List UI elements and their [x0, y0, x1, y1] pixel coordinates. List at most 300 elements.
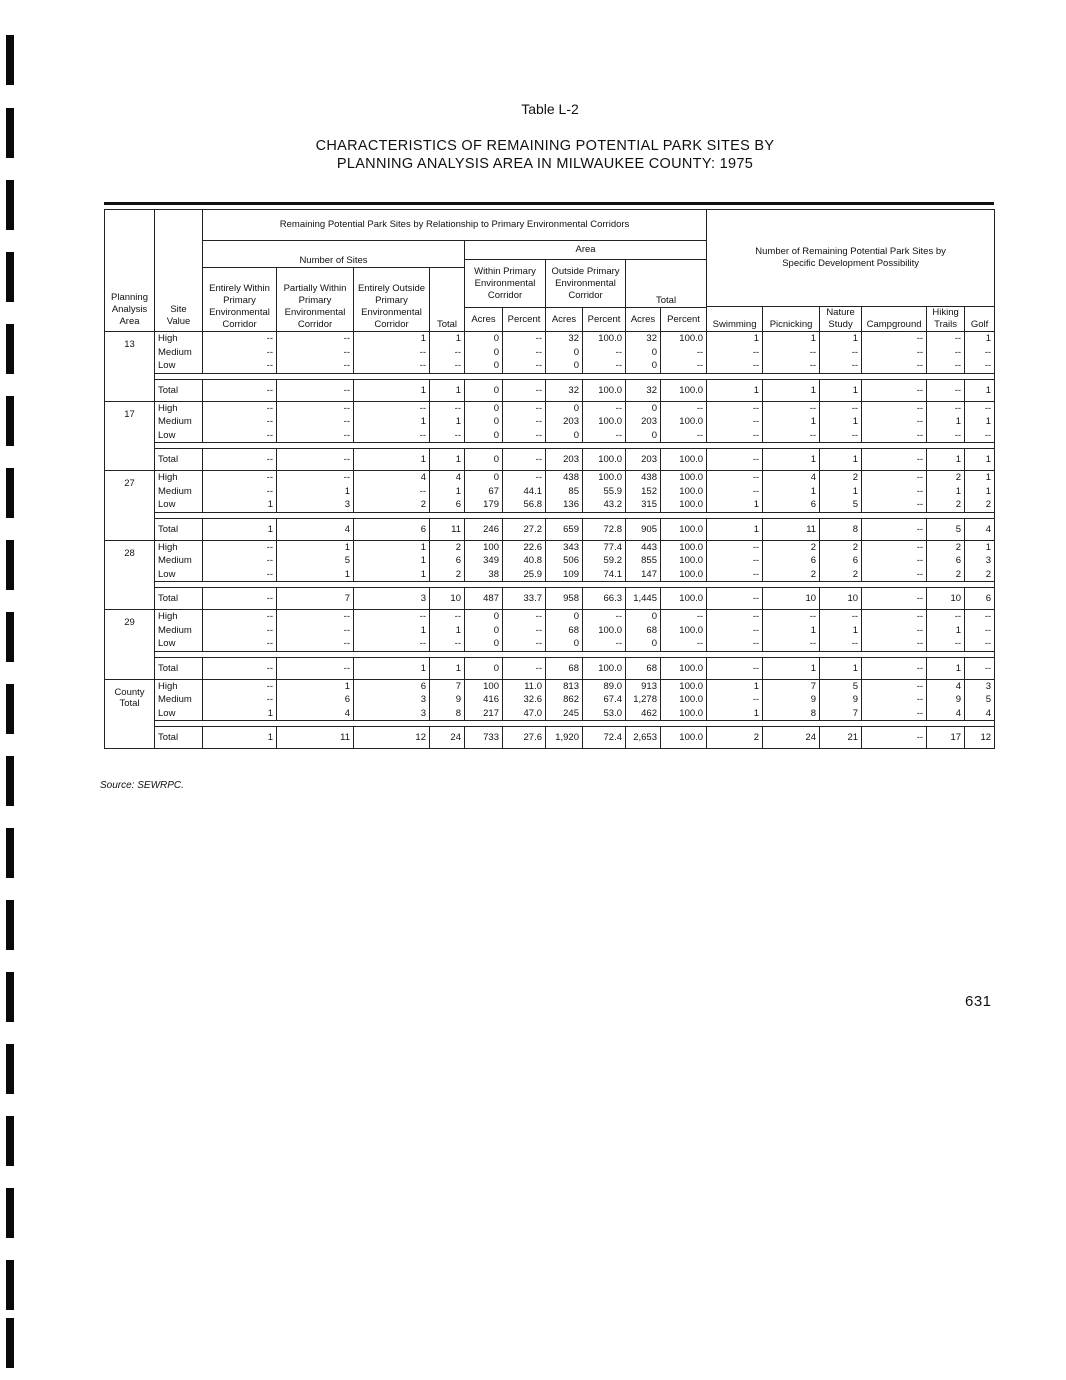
cell-value: 89.0 [603, 680, 622, 692]
total-cell: -- [503, 379, 546, 401]
cell-value: 2 [852, 541, 859, 553]
total-cell: 100.0 [661, 727, 707, 749]
cell-value: 147 [641, 568, 657, 580]
total-cell: 100.0 [661, 518, 707, 540]
site-value-label: High [158, 680, 178, 692]
data-cell [927, 540, 965, 582]
cell-value: 4 [344, 707, 350, 719]
cell-value: 7 [852, 707, 859, 719]
data-cell [583, 610, 626, 652]
cell-value: 0 [493, 402, 499, 414]
area-cell: 29 [105, 610, 155, 680]
total-cell: -- [503, 657, 546, 679]
cell-value: 6 [810, 499, 817, 510]
cell-value: 4 [955, 680, 962, 692]
cell-value: -- [266, 541, 273, 553]
cell-value: 0 [493, 611, 499, 622]
total-cell: 68 [546, 657, 583, 679]
total-cell: -- [862, 449, 927, 471]
data-cell [661, 471, 707, 513]
cell-value: -- [752, 611, 760, 622]
cell-value: 1 [344, 680, 350, 692]
cell-value: 443 [641, 541, 657, 553]
binder-hole [6, 1044, 14, 1094]
data-cell [661, 679, 707, 721]
data-cell [354, 401, 430, 443]
total-cell: 0 [465, 379, 503, 401]
cell-value: 1 [267, 707, 273, 719]
cell-value: 0 [493, 416, 499, 427]
data-cell [354, 610, 430, 652]
cell-value: 74.1 [603, 568, 622, 580]
cell-value: 100.0 [679, 485, 704, 497]
header-area: Area [465, 241, 707, 260]
cell-value: -- [916, 333, 924, 344]
cell-value: 32 [646, 333, 657, 344]
cell-value: -- [851, 360, 859, 371]
cell-value: 11.0 [524, 680, 542, 692]
data-cell [354, 332, 430, 374]
cell-value: 4 [810, 472, 817, 483]
cell-value: 55.9 [603, 485, 622, 497]
cell-value: 349 [483, 555, 499, 566]
site-value-label: Medium [158, 624, 192, 636]
cell-value: 1 [985, 416, 992, 427]
data-cell [763, 610, 820, 652]
cell-value: -- [615, 638, 622, 649]
cell-value: 438 [563, 472, 579, 483]
cell-value: -- [419, 360, 426, 371]
cell-value: -- [954, 429, 962, 441]
total-label-cell: Total [155, 379, 203, 401]
cell-value: 100.0 [679, 555, 704, 566]
cell-value: 1 [420, 555, 426, 566]
total-cell: 1 [354, 449, 430, 471]
header-campground: Campground [862, 307, 927, 332]
cell-value: 5 [852, 680, 859, 692]
cell-value: -- [916, 624, 924, 636]
group-total-row [105, 727, 995, 749]
cell-value: 913 [641, 680, 657, 692]
cell-value: 0 [573, 429, 579, 441]
cell-value: 3 [344, 499, 350, 510]
cell-value: 109 [563, 568, 579, 580]
cell-value: -- [809, 402, 817, 414]
cell-value: -- [535, 429, 542, 441]
cell-value: -- [343, 472, 350, 483]
total-cell: 24 [430, 727, 465, 749]
cell-value: 100.0 [679, 707, 704, 719]
header-total-percent: Percent [661, 308, 707, 332]
total-cell: 5 [927, 518, 965, 540]
cell-value: -- [809, 429, 817, 441]
total-cell: 17 [927, 727, 965, 749]
total-cell: -- [862, 379, 927, 401]
data-cell [862, 332, 927, 374]
cell-value: -- [343, 624, 350, 636]
data-cell [661, 610, 707, 652]
cell-value: 100 [483, 541, 499, 553]
total-cell: 1 [965, 379, 995, 401]
cell-value: 2 [955, 499, 962, 510]
total-cell: 4 [965, 518, 995, 540]
data-cell [820, 401, 862, 443]
total-cell: 905 [626, 518, 661, 540]
title-line-1: CHARACTERISTICS OF REMAINING POTENTIAL PARK SITES BY [315, 138, 775, 154]
total-cell: -- [503, 449, 546, 471]
cell-value: 152 [641, 485, 657, 497]
total-cell: 1 [354, 657, 430, 679]
cell-value: -- [615, 429, 622, 441]
data-cell [965, 401, 995, 443]
cell-value: -- [535, 638, 542, 649]
total-cell: 0 [465, 657, 503, 679]
cell-value: 1 [753, 680, 760, 692]
cell-value: -- [916, 346, 924, 358]
group-total-row [105, 518, 995, 540]
cell-value: -- [419, 402, 426, 414]
cell-value: -- [535, 624, 542, 636]
cell-value: -- [954, 333, 962, 344]
cell-value: -- [752, 485, 760, 497]
data-cell [277, 401, 354, 443]
site-value-cell [155, 540, 203, 582]
data-cell [546, 679, 583, 721]
data-cell [862, 471, 927, 513]
cell-value: 0 [493, 429, 499, 441]
cell-value: -- [954, 360, 962, 371]
cell-value: 68 [646, 624, 657, 636]
total-cell: 1 [763, 449, 820, 471]
cell-value: 85 [568, 485, 579, 497]
total-cell: 100.0 [583, 657, 626, 679]
cell-value: -- [954, 638, 962, 649]
cell-value: -- [916, 680, 924, 692]
header-entirely-outside: Entirely Outside Primary Environmental Corridor [354, 268, 430, 332]
total-cell: -- [707, 449, 763, 471]
total-cell: 1 [707, 379, 763, 401]
total-cell: 21 [820, 727, 862, 749]
cell-value: 1 [420, 416, 426, 427]
site-value-label: Low [158, 360, 176, 371]
site-value-label: Medium [158, 416, 192, 427]
binder-hole [6, 324, 14, 374]
cell-value: -- [916, 707, 924, 719]
cell-value: -- [696, 611, 704, 622]
cell-value: -- [266, 333, 273, 344]
group-detail-row [105, 332, 995, 374]
total-cell: -- [862, 588, 927, 610]
data-cell [430, 471, 465, 513]
cell-value: -- [535, 360, 542, 371]
cell-value: -- [851, 429, 859, 441]
cell-value: 5 [852, 499, 859, 510]
data-cell [583, 679, 626, 721]
data-cell [820, 679, 862, 721]
cell-value: 2 [955, 568, 962, 580]
cell-value: 136 [563, 499, 579, 510]
cell-value: -- [984, 638, 992, 649]
total-cell: 27.2 [503, 518, 546, 540]
cell-value: 6 [852, 555, 859, 566]
area-cell: 27 [105, 471, 155, 541]
site-value-label: Low [158, 429, 176, 441]
site-value-label: High [158, 402, 178, 414]
table-label: Table L-2 [521, 101, 579, 117]
cell-value: 100.0 [679, 568, 704, 580]
cell-value: -- [419, 611, 426, 622]
cell-value: 315 [641, 499, 657, 510]
cell-value: 0 [651, 429, 657, 441]
cell-value: -- [266, 638, 273, 649]
site-value-cell [155, 332, 203, 374]
data-cell [707, 332, 763, 374]
header-number-of-sites: Number of Sites [203, 241, 465, 268]
cell-value: 5 [985, 694, 992, 705]
data-cell [707, 401, 763, 443]
cell-value: 1 [955, 485, 962, 497]
data-cell [465, 471, 503, 513]
total-cell: 1 [927, 449, 965, 471]
cell-value: -- [916, 416, 924, 427]
data-cell [927, 332, 965, 374]
data-cell [546, 540, 583, 582]
group-total-row [105, 588, 995, 610]
total-cell: -- [707, 588, 763, 610]
cell-value: 1 [420, 624, 426, 636]
group-detail-row [105, 610, 995, 652]
data-cell [203, 332, 277, 374]
cell-value: 5 [344, 555, 350, 566]
data-cell [277, 471, 354, 513]
total-cell: 1 [820, 379, 862, 401]
site-value-label: Medium [158, 555, 192, 566]
cell-value: -- [266, 624, 273, 636]
cell-value: 1 [985, 333, 992, 344]
data-cell [763, 471, 820, 513]
cell-value: 100 [483, 680, 499, 692]
cell-value: -- [916, 360, 924, 371]
group-total-row [105, 657, 995, 679]
cell-value: 813 [563, 680, 579, 692]
data-cell [862, 401, 927, 443]
cell-value: 0 [493, 472, 499, 483]
header-golf: Golf [965, 307, 995, 332]
cell-value: 1 [455, 485, 461, 497]
header-area-total: Total [626, 260, 707, 308]
cell-value: -- [343, 346, 350, 358]
cell-value: 59.2 [603, 555, 622, 566]
total-cell: 3 [354, 588, 430, 610]
cell-value: -- [343, 429, 350, 441]
cell-value: -- [535, 333, 542, 344]
site-value-cell [155, 471, 203, 513]
total-cell: 958 [546, 588, 583, 610]
data-cell [465, 540, 503, 582]
header-nature-study: Nature Study [820, 307, 862, 332]
cell-value: 1 [810, 485, 817, 497]
binder-hole [6, 540, 14, 590]
data-cell [626, 332, 661, 374]
total-cell: -- [927, 379, 965, 401]
data-cell [862, 610, 927, 652]
total-cell: 1 [763, 657, 820, 679]
cell-value: -- [615, 346, 622, 358]
cell-value: 1 [267, 499, 273, 510]
total-cell: 10 [763, 588, 820, 610]
group-detail-row [105, 471, 995, 513]
binder-hole [6, 828, 14, 878]
total-cell: -- [203, 449, 277, 471]
data-cell [503, 332, 546, 374]
total-cell: 1 [763, 379, 820, 401]
cell-value: 1 [753, 333, 760, 344]
total-cell: 11 [277, 727, 354, 749]
total-cell: 1 [430, 449, 465, 471]
cell-value: -- [752, 638, 760, 649]
cell-value: 0 [651, 402, 657, 414]
cell-value: 1 [344, 541, 350, 553]
cell-value: -- [954, 611, 962, 622]
cell-value: -- [752, 541, 760, 553]
total-cell: 10 [820, 588, 862, 610]
header-partially-within: Partially Within Primary Environmental Corridor [277, 268, 354, 332]
cell-value: -- [752, 429, 760, 441]
cell-value: 40.8 [523, 555, 542, 566]
cell-value: 100.0 [679, 333, 704, 344]
header-within-acres: Acres [465, 308, 503, 332]
cell-value: 68 [568, 624, 579, 636]
total-label-cell: Total [155, 518, 203, 540]
cell-value: -- [916, 555, 924, 566]
cell-value: 1 [753, 499, 760, 510]
cell-value: -- [984, 429, 992, 441]
data-cell [707, 471, 763, 513]
total-cell: 32 [626, 379, 661, 401]
cell-value: 9 [455, 694, 461, 705]
cell-value: -- [752, 346, 760, 358]
park-sites-table [104, 209, 995, 749]
binder-hole [6, 612, 14, 662]
data-cell [707, 610, 763, 652]
group-detail-row [105, 679, 995, 721]
cell-value: -- [916, 485, 924, 497]
cell-value: -- [535, 416, 542, 427]
cell-value: 0 [651, 611, 657, 622]
total-cell: 1 [820, 657, 862, 679]
cell-value: -- [916, 402, 924, 414]
site-value-cell [155, 679, 203, 721]
site-value-label: High [158, 472, 178, 483]
cell-value: 67 [488, 485, 499, 497]
cell-value: 3 [420, 707, 426, 719]
cell-value: 0 [651, 638, 657, 649]
data-cell [626, 679, 661, 721]
cell-value: -- [266, 360, 273, 371]
data-cell [203, 610, 277, 652]
total-cell: 33.7 [503, 588, 546, 610]
total-cell: 733 [465, 727, 503, 749]
cell-value: 2 [810, 568, 817, 580]
cell-value: 2 [455, 568, 461, 580]
cell-value: -- [851, 346, 859, 358]
cell-value: -- [419, 485, 426, 497]
cell-value: 6 [810, 555, 817, 566]
cell-value: -- [984, 360, 992, 371]
cell-value: -- [343, 416, 350, 427]
site-value-cell [155, 401, 203, 443]
data-cell [820, 540, 862, 582]
cell-value: 1 [420, 333, 426, 344]
data-cell [546, 401, 583, 443]
cell-value: -- [454, 346, 461, 358]
data-cell [661, 540, 707, 582]
data-cell [583, 471, 626, 513]
cell-value: 1 [955, 624, 962, 636]
data-cell [965, 610, 995, 652]
cell-value: 2 [955, 472, 962, 483]
cell-value: 8 [455, 707, 461, 719]
cell-value: 1 [810, 624, 817, 636]
cell-value: -- [916, 499, 924, 510]
data-cell [862, 679, 927, 721]
site-value-label: Low [158, 499, 176, 510]
binder-hole [6, 684, 14, 734]
cell-value: 0 [573, 402, 579, 414]
total-cell: -- [862, 657, 927, 679]
data-cell [965, 679, 995, 721]
cell-value: 1 [810, 416, 817, 427]
total-cell: 246 [465, 518, 503, 540]
total-cell: 100.0 [661, 449, 707, 471]
total-cell: 12 [965, 727, 995, 749]
binder-hole [6, 1318, 14, 1368]
cell-value: 8 [810, 707, 817, 719]
total-cell: 2,653 [626, 727, 661, 749]
total-cell: 68 [626, 657, 661, 679]
cell-value: 217 [483, 707, 499, 719]
cell-value: -- [752, 416, 760, 427]
cell-value: 1 [852, 485, 859, 497]
cell-value: 0 [493, 624, 499, 636]
cell-value: 100.0 [679, 416, 704, 427]
cell-value: -- [343, 402, 350, 414]
data-cell [820, 332, 862, 374]
total-cell: 10 [430, 588, 465, 610]
group-detail-row [105, 401, 995, 443]
cell-value: 0 [493, 360, 499, 371]
data-cell [927, 610, 965, 652]
cell-value: 22.6 [523, 541, 542, 553]
cell-value: -- [343, 611, 350, 622]
data-cell [465, 332, 503, 374]
cell-value: 6 [955, 555, 962, 566]
cell-value: -- [615, 360, 622, 371]
cell-value: 100.0 [679, 624, 704, 636]
total-cell: -- [862, 518, 927, 540]
site-value-label: Low [158, 707, 176, 719]
cell-value: -- [343, 333, 350, 344]
cell-value: -- [343, 638, 350, 649]
total-cell: 100.0 [661, 588, 707, 610]
data-cell [583, 401, 626, 443]
binder-hole [6, 396, 14, 446]
cell-value: 862 [563, 694, 579, 705]
cell-value: -- [266, 485, 273, 497]
cell-value: 1 [852, 624, 859, 636]
total-cell: 6 [965, 588, 995, 610]
cell-value: 3 [985, 555, 992, 566]
